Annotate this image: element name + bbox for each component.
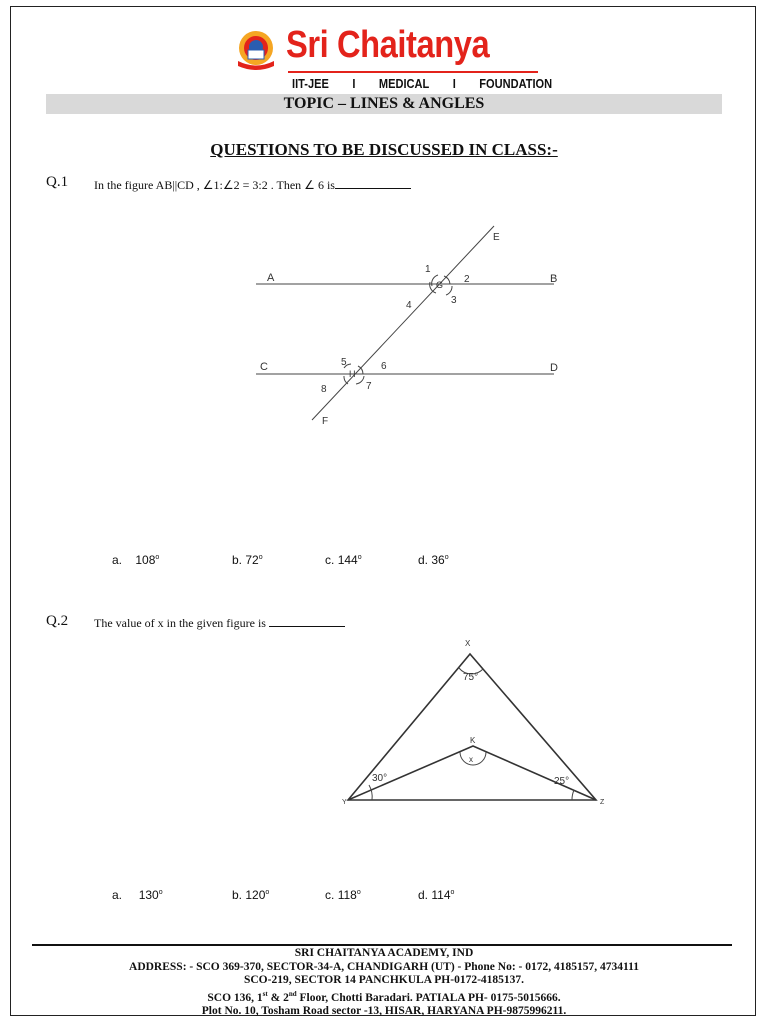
- option-a[interactable]: [112, 553, 159, 567]
- label-angle-8: 8: [321, 384, 327, 395]
- triangle-figure: [338, 636, 618, 816]
- option-value: 144: [337, 553, 358, 567]
- label-point-h: H: [349, 369, 356, 379]
- tagline-separator: I: [352, 76, 356, 91]
- option-value: 108: [135, 553, 156, 567]
- option-label: a.: [112, 888, 123, 902]
- angle-arc: [460, 752, 486, 765]
- label-angle-3: 3: [451, 295, 457, 306]
- label-point-b: B: [550, 273, 558, 285]
- label-vertex-z: Z: [600, 799, 605, 806]
- option-d[interactable]: [418, 888, 454, 902]
- answer-blank: [335, 177, 411, 189]
- question-1-text: In the figure AB||CD , ∠1:∠2 = 3:2 . Then ∠ 6 is: [94, 178, 335, 192]
- question-text: [94, 177, 411, 193]
- angle-arc: [444, 276, 450, 284]
- option-value: 130: [138, 888, 159, 902]
- option-value: 118: [337, 888, 357, 902]
- option-b[interactable]: [232, 553, 263, 567]
- parallel-lines-figure: [250, 218, 570, 430]
- degree-unit: o: [356, 889, 361, 896]
- brand-logo: [234, 24, 553, 94]
- label-point-a: A: [267, 272, 275, 284]
- brand-name: Sri Chaitanya: [286, 24, 490, 66]
- label-point-f: F: [322, 416, 329, 427]
- label-point-d: D: [550, 362, 558, 374]
- label-point-g: G: [436, 280, 444, 290]
- angle-arc: [446, 286, 452, 295]
- label-vertex-x: X: [465, 639, 471, 648]
- angle-arc: [572, 790, 574, 800]
- label-angle-2: 2: [464, 274, 470, 285]
- option-value: 120: [245, 888, 266, 902]
- label-angle-6: 6: [381, 361, 387, 372]
- option-value: 114: [431, 888, 451, 902]
- footer-divider: [32, 944, 732, 946]
- tagline-medical: MEDICAL: [378, 76, 430, 91]
- footer-address-panchkula: SCO-219, SECTOR 14 PANCHKULA PH-0172-4185137.: [243, 974, 525, 986]
- label-angle-25: 25°: [554, 776, 570, 787]
- footer-academy-name: SRI CHAITANYA ACADEMY, IND: [294, 947, 474, 959]
- option-label: d.: [418, 888, 429, 902]
- tagline-iit-jee: IIT-JEE: [292, 76, 329, 91]
- label-point-c: C: [260, 361, 268, 373]
- option-label: c.: [325, 553, 335, 567]
- option-c[interactable]: [325, 888, 361, 902]
- label-point-e: E: [493, 232, 500, 243]
- degree-unit: o: [444, 554, 449, 561]
- option-label: c.: [325, 888, 335, 902]
- footer-address-hisar: Plot No. 10, Tosham Road sector -13, HISAR, HARYANA PH-9875996211.: [201, 1004, 567, 1017]
- label-vertex-y: Y: [342, 799, 347, 806]
- tagline-separator: I: [452, 76, 456, 91]
- degree-unit: o: [450, 889, 455, 896]
- degree-unit: o: [158, 889, 163, 896]
- tagline-foundation: FOUNDATION: [479, 76, 553, 91]
- topic-heading: TOPIC – LINES & ANGLES: [46, 94, 722, 114]
- label-angle-x: x: [469, 755, 473, 764]
- label-angle-1: 1: [425, 264, 431, 275]
- brand-rule: [288, 71, 538, 73]
- option-label: b.: [232, 553, 243, 567]
- transversal-ef: [312, 226, 494, 420]
- option-c[interactable]: [325, 553, 362, 567]
- option-label: a.: [112, 553, 123, 567]
- brand-emblem-icon: [234, 28, 278, 74]
- angle-arc: [356, 376, 364, 384]
- question-text: [94, 615, 345, 631]
- footer-address: [0, 947, 768, 1018]
- label-angle-7: 7: [366, 381, 372, 392]
- option-value: 72: [245, 553, 259, 567]
- option-d[interactable]: [418, 553, 449, 567]
- label-angle-5: 5: [341, 357, 347, 368]
- question-2-text: The value of x in the given figure is: [94, 616, 266, 630]
- degree-unit: o: [258, 554, 263, 561]
- question-number: Q.2: [46, 613, 69, 629]
- angle-arc: [369, 785, 372, 800]
- question-number: Q.1: [46, 174, 69, 190]
- footer-address-patiala: SCO 136, 1st & 2nd Floor, Chotti Baradari. PATIALA PH- 0175-5015666.: [207, 989, 561, 1004]
- degree-unit: o: [357, 554, 362, 561]
- label-angle-30: 30°: [372, 773, 388, 784]
- option-value: 36: [431, 553, 445, 567]
- label-angle-4: 4: [406, 300, 412, 311]
- option-label: b.: [232, 888, 243, 902]
- answer-blank: [269, 615, 345, 627]
- option-a[interactable]: [112, 888, 163, 902]
- brand-taglines: [292, 76, 573, 91]
- section-title: QUESTIONS TO BE DISCUSSED IN CLASS:-: [210, 140, 558, 159]
- footer-address-chandigarh: ADDRESS: - SCO 369-370, SECTOR-34-A, CHANDIGARH (UT) - Phone No: - 0172, 4185157, 4734111: [129, 960, 639, 973]
- degree-unit: o: [155, 554, 160, 561]
- label-vertex-k: K: [470, 736, 476, 745]
- label-angle-75: 75°: [463, 672, 479, 683]
- degree-unit: o: [265, 889, 270, 896]
- option-b[interactable]: [232, 888, 269, 902]
- option-label: d.: [418, 553, 429, 567]
